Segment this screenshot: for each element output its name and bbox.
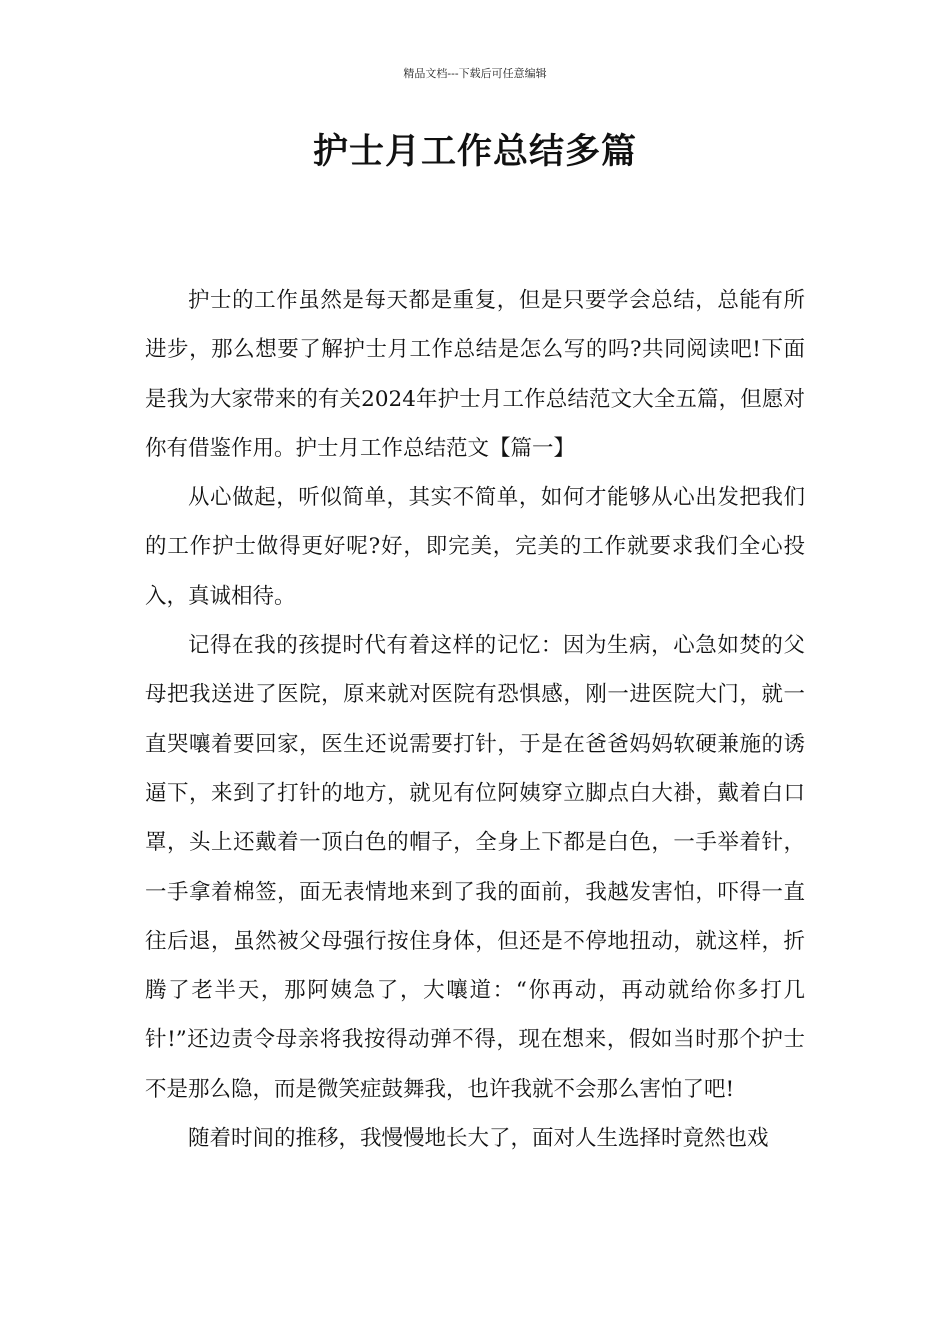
paragraph-intro: 护士的工作虽然是每天都是重复，但是只要学会总结，总能有所进步，那么想要了解护士月工作总结是怎么写的吗?共同阅读吧!下面是我为大家带来的有关2024年护士月工作总结范文大全五篇，但愿对你有借鉴作用。护士月工作总结范文【篇一】 [145, 288, 805, 461]
paragraph-3: 记得在我的孩提时代有着这样的记忆：因为生病，心急如焚的父母把我送进了医院，原来就对医院有恐惧感，刚一进医院大门，就一直哭嚷着要回家，医生还说需要打针，于是在爸爸妈妈软硬兼施的诱逼下，来到了打针的地方，就见有位阿姨穿立脚点白大褂，戴着白口罩，头上还戴着一顶白色的帽子，全身上下都是白色，一手举着针，一手拿着棉签，面无表情地来到了我的面前，我越发害怕，吓得一直往后退，虽然被父母强行按住身体，但还是不停地扭动，就这样，折腾了老半天，那阿姨急了，大嚷道：“你再动，再动就给你多打几针!”还边责令母亲将我按得动弹不得，现在想来，假如当时那个护士不是那么隐，而是微笑症鼓舞我，也许我就不会那么害怕了吧! [145, 633, 805, 1102]
paragraph-2: 从心做起，听似简单，其实不简单，如何才能够从心出发把我们的工作护士做得更好呢?好，即完美，完美的工作就要求我们全心投入，真诚相待。 [145, 485, 805, 609]
paragraph-4: 随着时间的推移，我慢慢地长大了，面对人生选择时竟然也戏 [188, 1126, 769, 1152]
header-note: 精品文档---下载后可任意编辑 [403, 67, 547, 80]
document-title: 护士月工作总结多篇 [312, 131, 637, 172]
document-body [145, 276, 805, 1163]
